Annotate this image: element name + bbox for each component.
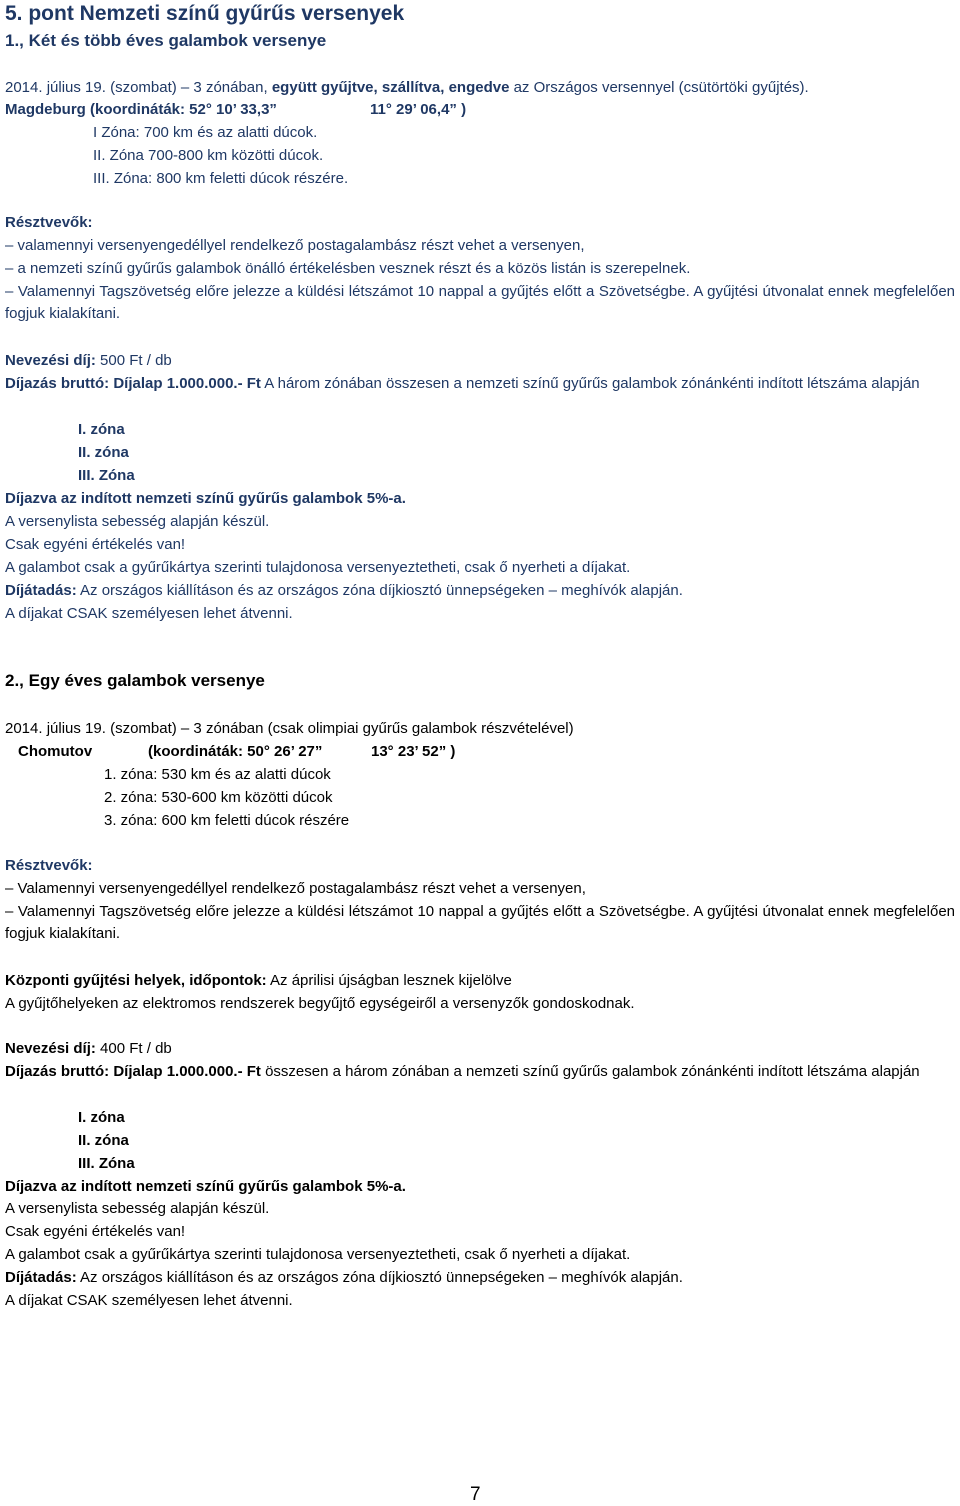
- s2-prize-text: összesen a három zónában a nemzeti színű gyűrűs galambok zónánkénti indított létszáma alapján: [260, 1063, 920, 1080]
- s1-fee: [5, 350, 955, 372]
- s2-prize-zone-3: III. Zóna: [78, 1155, 135, 1172]
- s1-participant-3: – Valamennyi Tagszövetség előre jelezze a küldési létszámot 10 nappal a gyűjtés előtt a Szövetségbe. A gyűjtési útvonalat ennek megfelelően fogjuk kialakítani.: [5, 283, 955, 322]
- s2-release-site: [18, 741, 955, 763]
- s1-fee-label: Nevezési díj:: [5, 352, 96, 369]
- s1-date-line: [5, 77, 955, 99]
- s1-date-b: együtt gyűjtve, szállítva, engedve: [271, 79, 510, 96]
- s2-award-text: Az országos kiállításon és az országos zóna díjkiosztó ünnepségeken – meghívók alapján.: [76, 1269, 683, 1286]
- page-title: 5. pont Nemzeti színű gyűrűs versenyek: [5, 2, 405, 25]
- s1-individual: Csak egyéni értékelés van!: [5, 536, 186, 553]
- s2-zone-1: 1. zóna: 530 km és az alatti dúcok: [104, 766, 331, 783]
- s2-speed: A versenylista sebesség alapján készül.: [5, 1200, 270, 1217]
- s2-site: Chomutov: [18, 743, 93, 760]
- s2-prize-zone-1: I. zóna: [78, 1109, 125, 1126]
- s1-award-text: Az országos kiállításon és az országos zóna díjkiosztó ünnepségeken – meghívók alapján.: [76, 582, 683, 599]
- s1-prize-text: A három zónában összesen a nemzeti színű gyűrűs galambok zónánkénti indított létszáma alapján: [260, 375, 920, 392]
- s2-central-label: Központi gyűjtési helyek, időpontok:: [5, 972, 267, 989]
- section-2-heading: 2., Egy éves galambok versenye: [5, 671, 265, 690]
- s2-fee: [5, 1038, 955, 1060]
- s2-fee-label: Nevezési díj:: [5, 1040, 96, 1057]
- s2-ring-owner: A galambot csak a gyűrűkártya szerinti tulajdonosa versenyeztetheti, csak ő nyerheti a díjakat.: [5, 1246, 631, 1263]
- s1-release-coords-2: 11° 29’ 06,4” ): [370, 101, 467, 118]
- s1-prize-zone-1: I. zóna: [78, 421, 125, 438]
- s2-participants-label: Résztvevők:: [5, 857, 93, 874]
- s1-prize: [5, 373, 955, 395]
- s2-date-line: 2014. július 19. (szombat) – 3 zónában (csak olimpiai gyűrűs galambok részvételével): [5, 720, 574, 737]
- s2-central-text: Az áprilisi újságban lesznek kijelölve: [266, 972, 512, 989]
- s2-electronic: A gyűjtőhelyeken az elektromos rendszerek begyűjtő egységeiről a versenyzők gondoskodnak.: [5, 995, 635, 1012]
- section-1-heading: 1., Két és több éves galambok versenye: [5, 31, 327, 50]
- s1-date-a: 2014. július 19. (szombat) – 3 zónában,: [5, 79, 272, 96]
- s1-zone-1: I Zóna: 700 km és az alatti dúcok.: [93, 124, 318, 141]
- s1-zone-2: II. Zóna 700-800 km közötti dúcok.: [93, 147, 324, 164]
- s2-fee-value: 400 Ft / db: [95, 1040, 172, 1057]
- s1-ring-owner: A galambot csak a gyűrűkártya szerinti tulajdonosa versenyeztetheti, csak ő nyerheti a díjakat.: [5, 559, 631, 576]
- s1-prize-label: Díjazás bruttó: Díjalap 1.000.000.- Ft: [5, 375, 261, 392]
- s1-date-c: az Országos versennyel (csütörtöki gyűjtés).: [509, 79, 809, 96]
- s1-zone-3: III. Zóna: 800 km feletti dúcok részére.: [93, 170, 349, 187]
- s1-participant-2: – a nemzeti színű gyűrűs galambok önálló értékelésben vesznek részt és a közös listán is szerepelnek.: [5, 260, 691, 277]
- s1-participants-label: Résztvevők:: [5, 214, 93, 231]
- s1-fee-value: 500 Ft / db: [95, 352, 172, 369]
- s2-prize: [5, 1061, 955, 1083]
- s2-participant-2: – Valamennyi Tagszövetség előre jelezze a küldési létszámot 10 nappal a gyűjtés előtt a Szövetségbe. A gyűjtési útvonalat ennek megfelelően fogjuk kialakítani.: [5, 903, 955, 942]
- s2-personal: A díjakat CSAK személyesen lehet átvenni.: [5, 1292, 293, 1309]
- s1-prize-zone-3: III. Zóna: [78, 467, 135, 484]
- s2-individual: Csak egyéni értékelés van!: [5, 1223, 186, 1240]
- s2-zone-2: 2. zóna: 530-600 km közötti dúcok: [104, 789, 333, 806]
- s2-participant-1: – Valamennyi versenyengedéllyel rendelkező postagalambász részt vehet a versenyen,: [5, 880, 586, 897]
- s2-central: [5, 970, 955, 992]
- s2-rewarded: Díjazva az indított nemzeti színű gyűrűs galambok 5%-a.: [5, 1178, 406, 1195]
- s2-coords-2: 13° 23’ 52” ): [371, 743, 456, 760]
- s2-prize-zone-2: II. zóna: [78, 1132, 129, 1149]
- s1-award-label: Díjátadás:: [5, 582, 77, 599]
- s1-speed: A versenylista sebesség alapján készül.: [5, 513, 270, 530]
- s1-rewarded: Díjazva az indított nemzeti színű gyűrűs galambok 5%-a.: [5, 490, 406, 507]
- s2-zone-3: 3. zóna: 600 km feletti dúcok részére: [104, 812, 350, 829]
- s2-prize-label: Díjazás bruttó: Díjalap 1.000.000.- Ft: [5, 1063, 261, 1080]
- s1-award: [5, 580, 955, 602]
- s1-prize-zone-2: II. zóna: [78, 444, 129, 461]
- s2-award: [5, 1267, 955, 1289]
- s1-release-site: [5, 99, 955, 121]
- s1-participant-1: – valamennyi versenyengedéllyel rendelkező postagalambász részt vehet a versenyen,: [5, 237, 585, 254]
- s1-personal: A díjakat CSAK személyesen lehet átvenni.: [5, 605, 293, 622]
- s2-award-label: Díjátadás:: [5, 1269, 77, 1286]
- page-number: 7: [470, 1484, 481, 1505]
- s1-release-site-text: Magdeburg (koordináták: 52° 10’ 33,3”: [5, 101, 277, 118]
- s2-coords: (koordináták: 50° 26’ 27”: [148, 743, 323, 760]
